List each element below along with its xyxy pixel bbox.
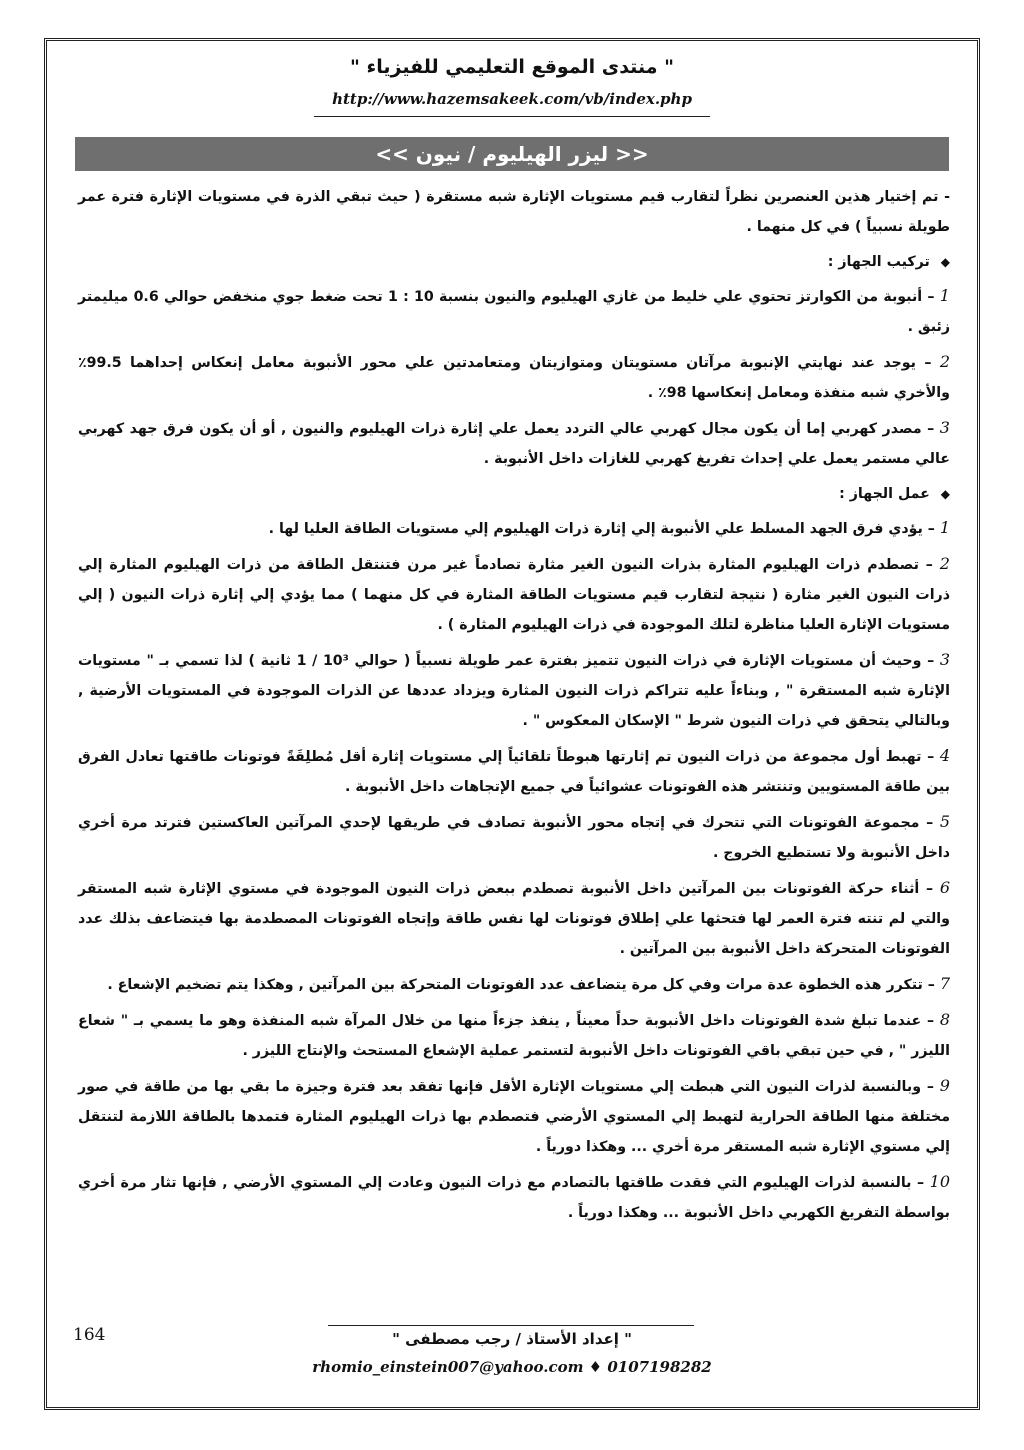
item-number: 8 (939, 1010, 950, 1029)
author-contact: rhomio_einstein007@yahoo.com ♦ 0107198282 (312, 1358, 712, 1376)
item-number: 2 (939, 352, 950, 371)
item-text: تصطدم ذرات الهيليوم المثارة بذرات النيون الغير مثارة تصادماً غير مرن فتنتقل الطاقة من ذرات الهيليوم المثارة إلي ذرات النيون الغير مثارة ( نتيجة لتقارب قيم مستويات الطاقة المثارة في كل منهما ) مما يؤدي إلي إثارة ذرات النيون ( إلي مستويات الإثارة العليا مناظرة لتلك الموجودة في ذرات الهيليوم المثارة ) . (78, 557, 950, 633)
item-text: تهبط أول مجموعة من ذرات النيون تم إثارتها هبوطاً تلقائياً إلي مستويات إثارة أقل مُطلِقَةً فوتونات طاقتها تعادل الفرق بين طاقة المستويين وتنتشر هذه الفوتونات عشوائياً في جميع الإتجاهات داخل الأنبوبة . (78, 749, 950, 795)
structure-item (78, 413, 950, 474)
operation-item (78, 645, 950, 736)
item-number: 3 (939, 418, 950, 437)
header-divider (314, 116, 710, 117)
item-number: 10 (929, 1172, 950, 1191)
item-dash: – (921, 653, 940, 669)
item-number: 5 (939, 812, 950, 831)
item-number: 1 (939, 518, 950, 537)
structure-item (78, 281, 950, 342)
author-credit: " إعداد الأستاذ / رجب مصطفى " (392, 1330, 632, 1348)
item-text: عندما تبلغ شدة الفوتونات داخل الأنبوبة حداً معيناً , ينفذ جزءاً منها من خلال المرآة شبه المنفذة وهو ما يسمي بـ " شعاع الليزر " , في حين تبقي باقي الفوتونات داخل الأنبوبة لتستمر عملية الإشعاع المستحث والإنتاج الليزر . (78, 1013, 950, 1059)
item-dash: – (921, 421, 940, 437)
operation-list (78, 513, 950, 1228)
item-dash: – (922, 977, 940, 993)
item-dash: – (922, 521, 940, 537)
operation-item (78, 1167, 950, 1228)
intro-paragraph: - تم إختيار هذين العنصرين نظراً لتقارب قيم مستويات الإثارة شبه مستقرة ( حيث تبقي الذرة في مستويات الإثارة فترة عمر طويلة نسبياً ) في كل منهما . (78, 189, 950, 235)
operation-item (78, 873, 950, 964)
operation-item (78, 969, 950, 1000)
operation-item (78, 549, 950, 640)
item-number: 7 (939, 974, 950, 993)
operation-item (78, 1005, 950, 1066)
diamond-bullet-icon: ◆ (940, 255, 950, 269)
operation-heading-text: عمل الجهاز : (839, 486, 930, 502)
item-dash: – (911, 1175, 930, 1191)
operation-item (78, 1071, 950, 1162)
item-dash: – (922, 289, 940, 305)
item-text: مجموعة الفوتونات التي تتحرك في إتجاه محور الأنبوبة تصادف في طريقها لإحدي المرآتين العاكستين فترتد مرة أخري داخل الأنبوبة ولا تستطيع الخروج . (78, 815, 950, 861)
item-number: 2 (939, 554, 950, 573)
item-text: تتكرر هذه الخطوة عدة مرات وفي كل مرة يتضاعف عدد الفوتونات المتحركة بين المرآتين , وهكذا يتم تضخيم الإشعاع . (107, 977, 923, 993)
item-dash: – (916, 355, 940, 371)
structure-heading (78, 247, 950, 277)
item-dash: – (919, 881, 940, 897)
section-banner: << ليزر الهيليوم / نيون >> (75, 137, 949, 171)
operation-item (78, 513, 950, 544)
item-text: يؤدي فرق الجهد المسلط علي الأنبوبة إلي إثارة ذرات الهيليوم إلي مستويات الطاقة العليا لها . (268, 521, 923, 537)
item-number: 6 (939, 878, 950, 897)
item-number: 1 (939, 286, 950, 305)
document-body (78, 182, 950, 1233)
forum-title: " منتدى الموقع التعليمي للفيزياء " (350, 56, 674, 78)
item-dash: – (921, 749, 940, 765)
item-number: 3 (939, 650, 951, 669)
operation-item (78, 741, 950, 802)
item-text: وحيث أن مستويات الإثارة في ذرات النيون تتميز بفترة عمر طويلة نسبياً ( حوالي 10³ / 1 ثانية ) لذا تسمي بـ " مستويات الإثارة شبه المستقرة " , وبناءاً عليه تتراكم ذرات النيون المثارة ويزداد عددها عن الذرات الموجودة في المستويات الأرضية , وبالتالي يتحقق في ذرات النيون شرط " الإسكان المعكوس " . (78, 653, 950, 729)
item-text: وبالنسبة لذرات النيون التي هبطت إلي مستويات الإثارة الأقل فإنها تفقد بعد فترة وجيزة ما بقي بها من طاقة في صور مختلفة منها الطاقة الحرارية لتهبط إلي المستوي الأرضي فتصطدم بها ذرات الهيليوم المثارة فتمدها بالطاقة اللازمة لتنتقل إلي مستوي الإثارة شبه المستقر مرة أخري ... وهكذا دورياً . (78, 1079, 950, 1155)
item-text: بالنسبة لذرات الهيليوم التي فقدت طاقتها بالتصادم مع ذرات النيون وعادت إلي المستوي الأرضي , فإنها تثار مرة أخري بواسطة التفريغ الكهربي داخل الأنبوبة ... وهكذا دورياً . (78, 1175, 950, 1221)
item-number: 4 (939, 746, 950, 765)
item-dash: – (919, 815, 940, 831)
footer-divider (328, 1325, 694, 1326)
operation-heading (78, 479, 950, 509)
item-text: مصدر كهربي إما أن يكون مجال كهربي عالي التردد يعمل علي إثارة ذرات الهيليوم والنيون , أو أن يكون فرق جهد كهربي عالي مستمر يعمل علي إحداث تفريغ كهربي للغازات داخل الأنبوبة . (78, 421, 950, 467)
structure-heading-text: تركيب الجهاز : (827, 254, 930, 270)
operation-item (78, 807, 950, 868)
item-text: أنبوبة من الكوارتز تحتوي علي خليط من غازي الهيليوم والنيون بنسبة 10 : 1 تحت ضغط جوي منخفض حوالي 0.6 ميليمتر زئبق . (78, 289, 950, 335)
item-dash: – (918, 557, 940, 573)
page-number: 164 (73, 1325, 106, 1345)
structure-item (78, 347, 950, 408)
structure-list (78, 281, 950, 474)
forum-url: http://www.hazemsakeek.com/vb/index.php (332, 90, 692, 108)
diamond-bullet-icon: ◆ (940, 487, 950, 501)
item-dash: – (921, 1013, 940, 1029)
item-text: يوجد عند نهايتي الإنبوبة مرآتان مستويتان ومتوازيتان ومتعامدتين علي محور الأنبوبة معامل إنعكاس إحداهما 99.5٪ والأخري شبه منفذة ومعامل إنعكاسها 98٪ . (78, 355, 950, 401)
item-dash: – (921, 1079, 940, 1095)
item-text: أثناء حركة الفوتونات بين المرآتين داخل الأنبوبة تصطدم ببعض ذرات النيون الموجودة في مستوي الإثارة شبه المستقر والتي لم تنته فترة العمر لها فتحثها علي إطلاق فوتونات لها نفس طاقة وإتجاه الفوتونات المصطدمة بها فيتضاعف بذلك عدد الفوتونات المتحركة داخل الأنبوبة بين المرآتين . (78, 881, 950, 957)
item-number: 9 (939, 1076, 950, 1095)
